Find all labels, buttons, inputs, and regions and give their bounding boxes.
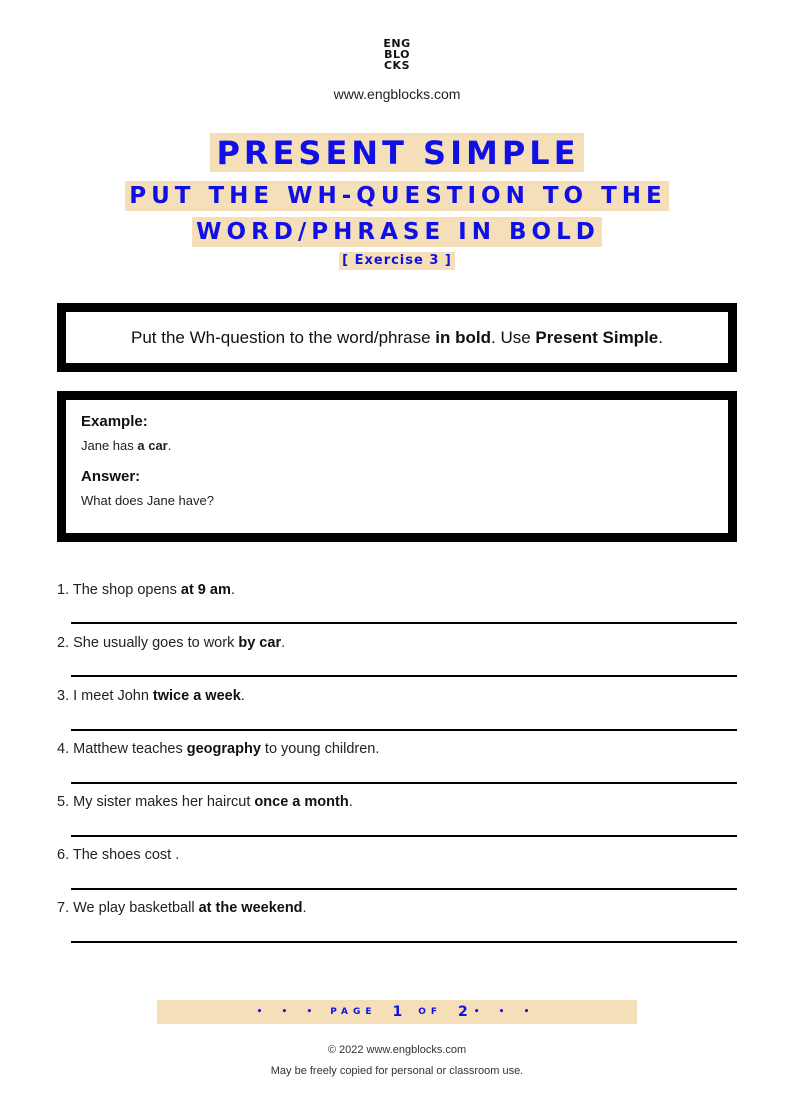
question-bold: once a month xyxy=(254,794,349,810)
page-indicator xyxy=(157,1000,637,1024)
answer-line-2[interactable] xyxy=(71,675,737,677)
question-text-after: . xyxy=(348,794,353,810)
site-url[interactable]: www.engblocks.com xyxy=(333,86,461,102)
page-number: 1 xyxy=(392,1004,403,1020)
example-box xyxy=(57,391,737,542)
page-dots-right: • • • xyxy=(473,1007,538,1017)
question-text: 3. I meet John xyxy=(57,688,153,704)
question-text-after: . xyxy=(240,688,245,704)
title-row xyxy=(0,133,794,172)
subtitle-row-1 xyxy=(0,181,794,211)
question-4 xyxy=(57,741,379,757)
logo-line-3: CKS xyxy=(383,59,411,72)
usage-note: May be freely copied for personal or classroom use. xyxy=(270,1065,524,1077)
question-bold: twice a week xyxy=(152,688,241,704)
of-word: OF xyxy=(418,1007,443,1017)
instruction-bold-1: in bold xyxy=(435,327,492,347)
instruction-part-3: . xyxy=(658,327,663,347)
subtitle-line-1: PUT THE WH-QUESTION TO THE xyxy=(125,181,669,211)
example-text-before: Jane has xyxy=(81,438,138,453)
example-text-bold: a car xyxy=(137,438,168,453)
question-bold: at the weekend xyxy=(198,900,303,916)
example-sentence xyxy=(81,438,728,453)
logo-line-2: BLO xyxy=(384,48,410,61)
instruction-part-2: . Use xyxy=(491,327,536,347)
question-1 xyxy=(57,582,235,598)
page-title: PRESENT SIMPLE xyxy=(210,133,583,172)
answer-line-1[interactable] xyxy=(71,622,737,624)
question-bold: geography xyxy=(186,741,261,757)
answer-label: Answer: xyxy=(81,468,141,485)
page-dots-left: • • • xyxy=(256,1007,321,1017)
example-label: Example: xyxy=(81,413,148,430)
question-5 xyxy=(57,794,353,810)
question-text-after: to young children. xyxy=(260,741,380,757)
answer-line-7[interactable] xyxy=(71,941,737,943)
answer-line-5[interactable] xyxy=(71,835,737,837)
subtitle-line-2: WORD/PHRASE IN BOLD xyxy=(192,217,602,247)
answer-line-4[interactable] xyxy=(71,782,737,784)
question-text-after: . xyxy=(175,847,180,863)
instruction-text xyxy=(131,328,663,348)
subtitle-row-2 xyxy=(0,217,794,247)
exercise-label: [ Exercise 3 ] xyxy=(339,252,455,270)
question-7 xyxy=(57,900,307,916)
question-2 xyxy=(57,635,285,651)
answer-text: What does Jane have? xyxy=(81,493,214,508)
copyright: © 2022 www.engblocks.com xyxy=(327,1044,467,1056)
question-text: 4. Matthew teaches xyxy=(57,741,187,757)
question-text: 5. My sister makes her haircut xyxy=(57,794,255,810)
question-text: 6. The shoes cost xyxy=(57,847,176,863)
question-bold: at 9 am xyxy=(180,582,231,598)
question-text-after: . xyxy=(281,635,286,651)
question-text: 2. She usually goes to work xyxy=(57,635,239,651)
question-6 xyxy=(57,847,179,863)
question-bold: by car xyxy=(238,635,282,651)
answer-line-3[interactable] xyxy=(71,729,737,731)
example-text-after: . xyxy=(167,438,172,453)
instruction-part-1: Put the Wh-question to the word/phrase xyxy=(131,327,436,347)
exercise-row xyxy=(0,251,794,270)
question-3 xyxy=(57,688,245,704)
instruction-box xyxy=(57,303,737,372)
page-total: 2 xyxy=(458,1004,468,1020)
question-text: 1. The shop opens xyxy=(57,582,181,598)
question-text-after: . xyxy=(302,900,307,916)
question-text: 7. We play basketball xyxy=(57,900,199,916)
logo-line-1: ENG xyxy=(383,37,411,50)
instruction-bold-2: Present Simple xyxy=(535,327,659,347)
page-word: PAGE xyxy=(330,1007,377,1017)
engblocks-logo xyxy=(0,38,794,71)
answer-line-6[interactable] xyxy=(71,888,737,890)
question-text-after: . xyxy=(230,582,235,598)
